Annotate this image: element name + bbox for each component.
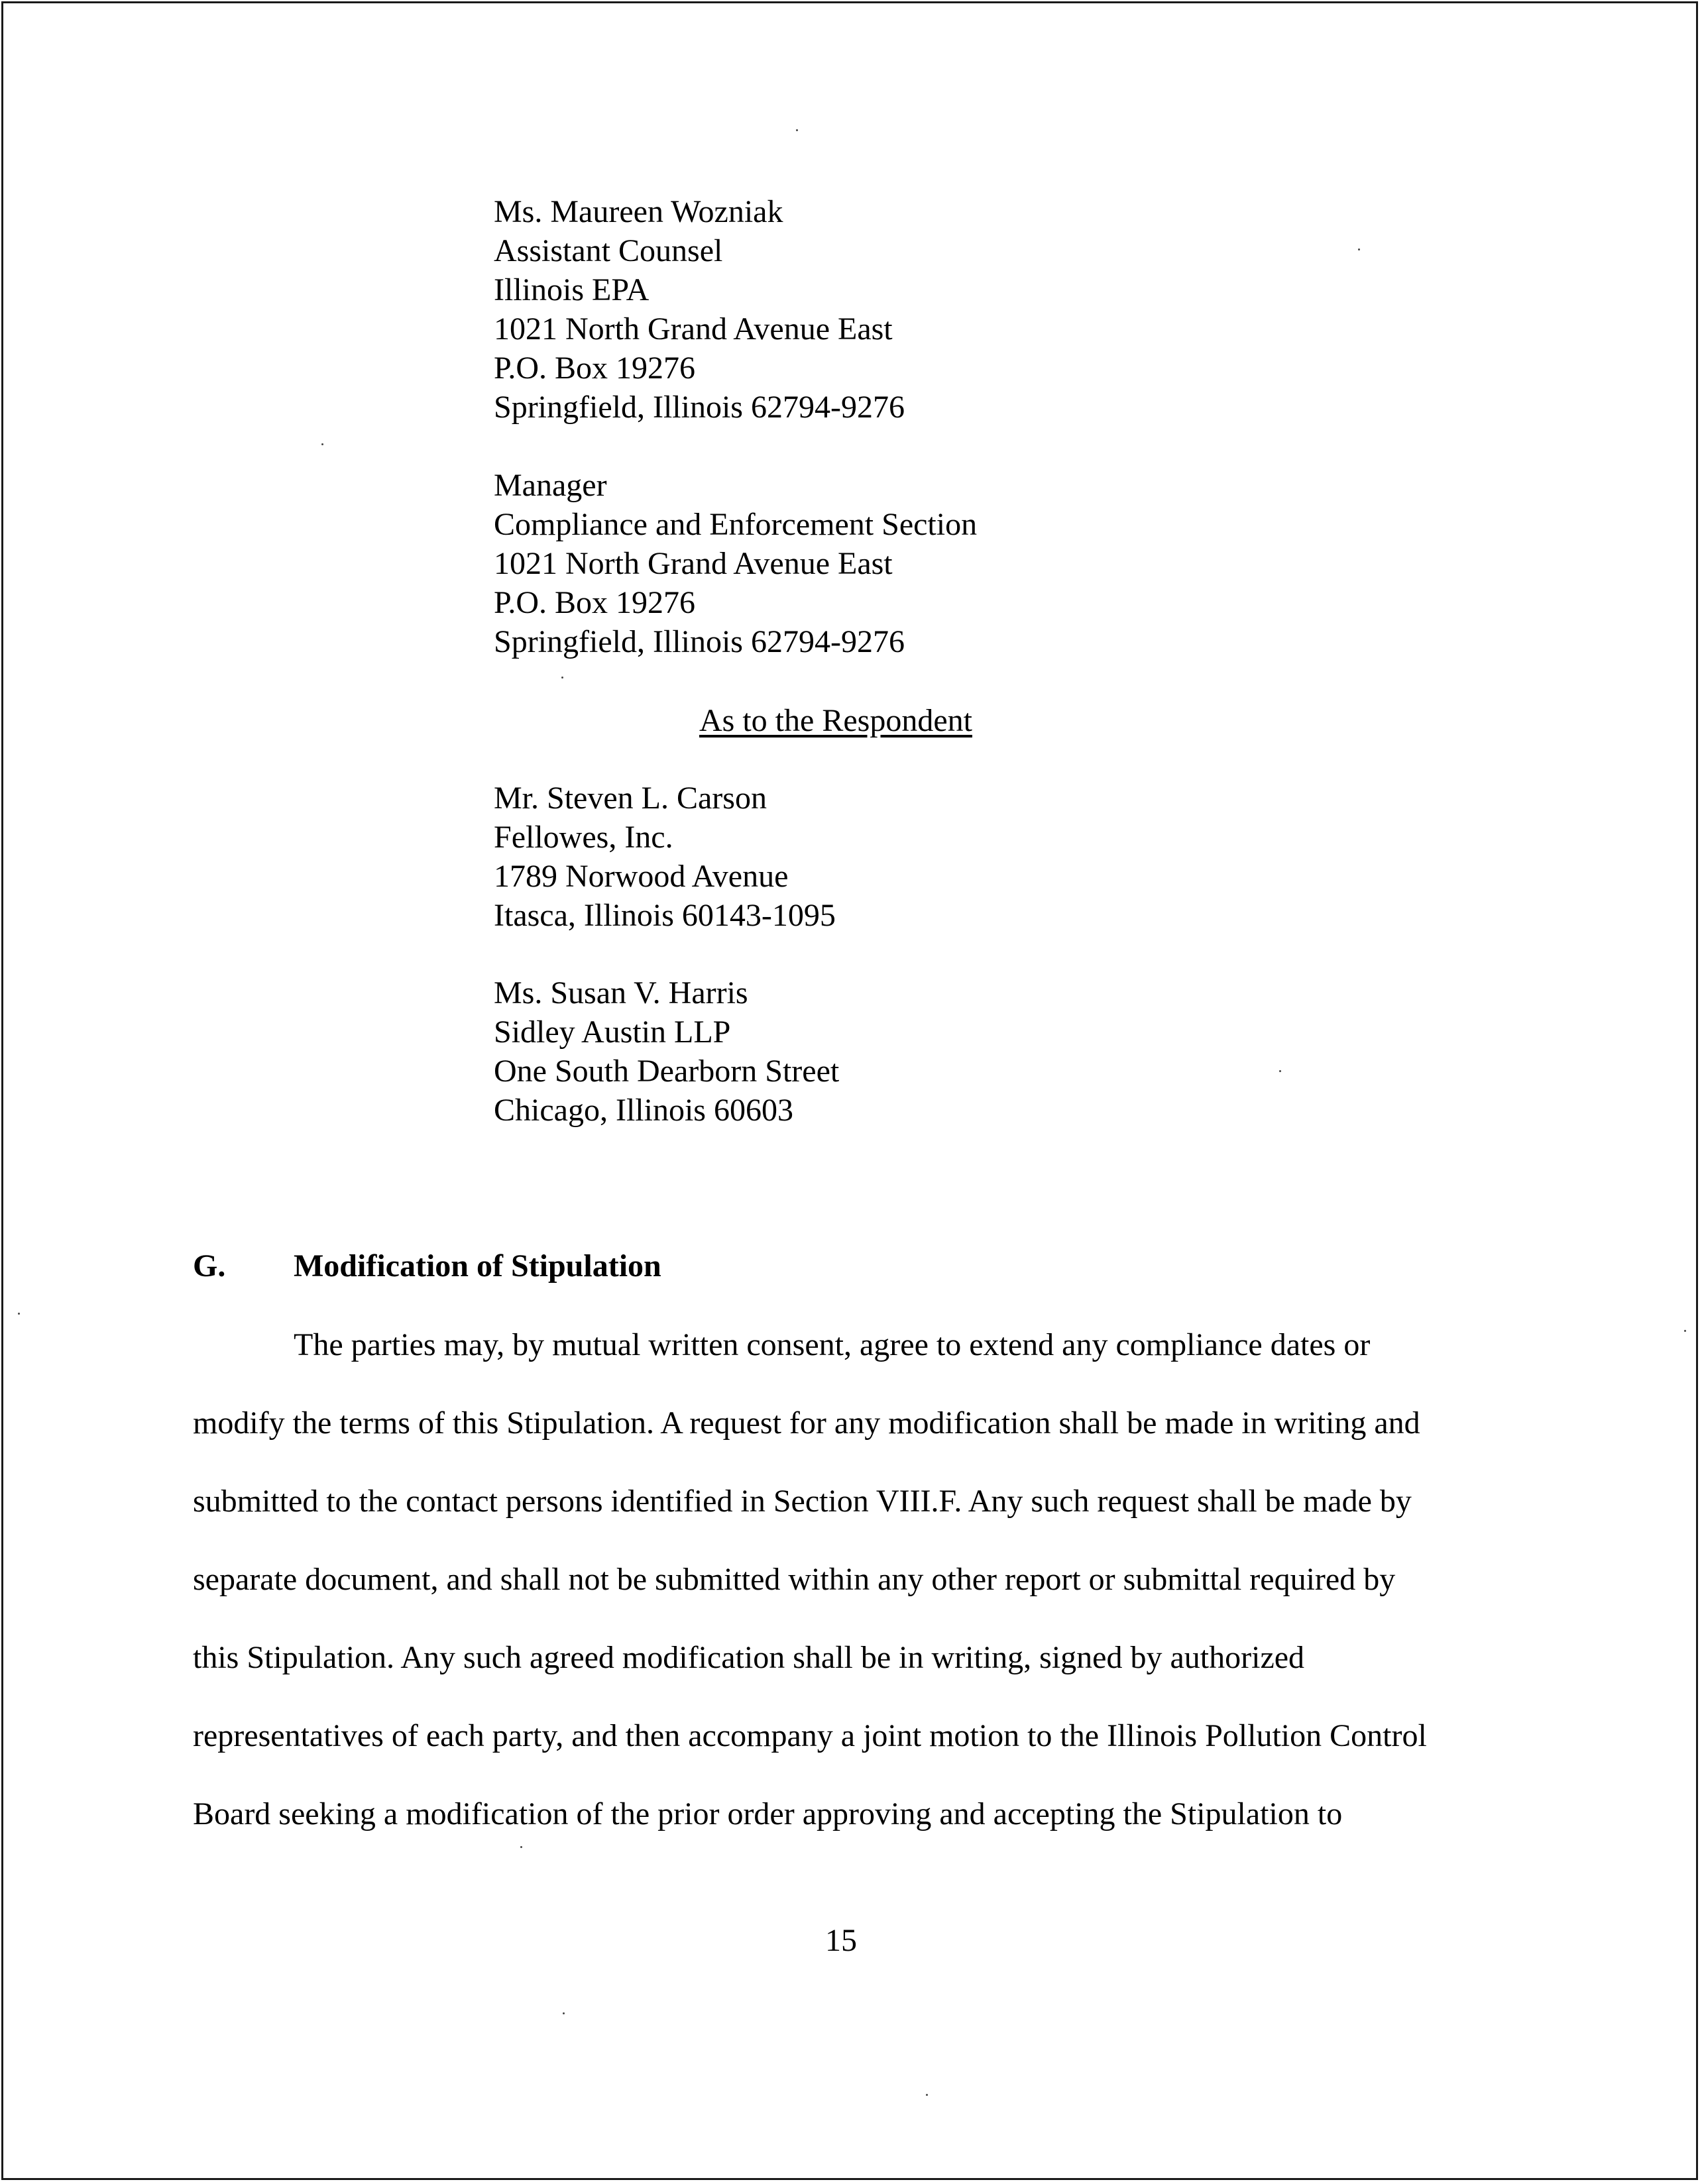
scan-speck — [1684, 1330, 1686, 1332]
scan-speck — [321, 443, 323, 445]
address-line: Illinois EPA — [494, 272, 650, 307]
address-line: Manager — [494, 468, 607, 503]
address-block-carson — [494, 779, 836, 935]
address-line: Mr. Steven L. Carson — [494, 781, 767, 816]
scan-speck — [561, 677, 563, 679]
paragraph-line: representatives of each party, and then accompany a joint motion to the Illinois Pollution Control — [193, 1718, 1427, 1753]
paragraph-line: submitted to the contact persons identified in Section VIII.F. Any such request shall be made by — [193, 1484, 1412, 1519]
scan-speck — [1279, 1070, 1281, 1072]
page-number: 15 — [825, 1923, 857, 1958]
address-line: 1021 North Grand Avenue East — [494, 546, 893, 581]
scan-speck — [796, 129, 798, 131]
scan-speck — [520, 1846, 522, 1848]
scan-speck — [18, 1313, 20, 1315]
address-line: Chicago, Illinois 60603 — [494, 1093, 793, 1128]
section-letter: G. — [193, 1248, 226, 1283]
address-line: One South Dearborn Street — [494, 1054, 840, 1089]
address-line: Assistant Counsel — [494, 233, 723, 268]
address-line: Sidley Austin LLP — [494, 1014, 731, 1050]
address-block-harris — [494, 973, 839, 1130]
paragraph-line: modify the terms of this Stipulation. A request for any modification shall be made in writing and — [193, 1405, 1420, 1441]
address-line: Springfield, Illinois 62794-9276 — [494, 390, 905, 425]
address-line: P.O. Box 19276 — [494, 351, 696, 386]
address-line: Springfield, Illinois 62794-9276 — [494, 624, 905, 659]
address-line: Ms. Maureen Wozniak — [494, 194, 783, 229]
paragraph-line: this Stipulation. Any such agreed modification shall be in writing, signed by authorized — [193, 1640, 1305, 1675]
address-line: 1021 North Grand Avenue East — [494, 311, 893, 347]
address-block-wozniak — [494, 192, 905, 427]
address-line: 1789 Norwood Avenue — [494, 859, 789, 894]
respondent-heading: As to the Respondent — [699, 703, 972, 738]
scan-speck — [926, 2094, 928, 2096]
paragraph-line: The parties may, by mutual written consent, agree to extend any compliance dates or — [294, 1327, 1371, 1362]
address-line: P.O. Box 19276 — [494, 585, 696, 620]
section-title: Modification of Stipulation — [294, 1248, 661, 1283]
document-page — [1, 1, 1698, 2180]
scan-speck — [563, 2012, 565, 2014]
scan-speck — [1358, 248, 1360, 250]
paragraph-line: separate document, and shall not be submitted within any other report or submittal required by — [193, 1562, 1396, 1597]
address-line: Itasca, Illinois 60143-1095 — [494, 898, 836, 933]
address-line: Ms. Susan V. Harris — [494, 975, 748, 1010]
paragraph-line: Board seeking a modification of the prior order approving and accepting the Stipulation to — [193, 1796, 1343, 1831]
address-block-manager — [494, 466, 977, 661]
address-line: Fellowes, Inc. — [494, 820, 673, 855]
address-line: Compliance and Enforcement Section — [494, 507, 978, 542]
